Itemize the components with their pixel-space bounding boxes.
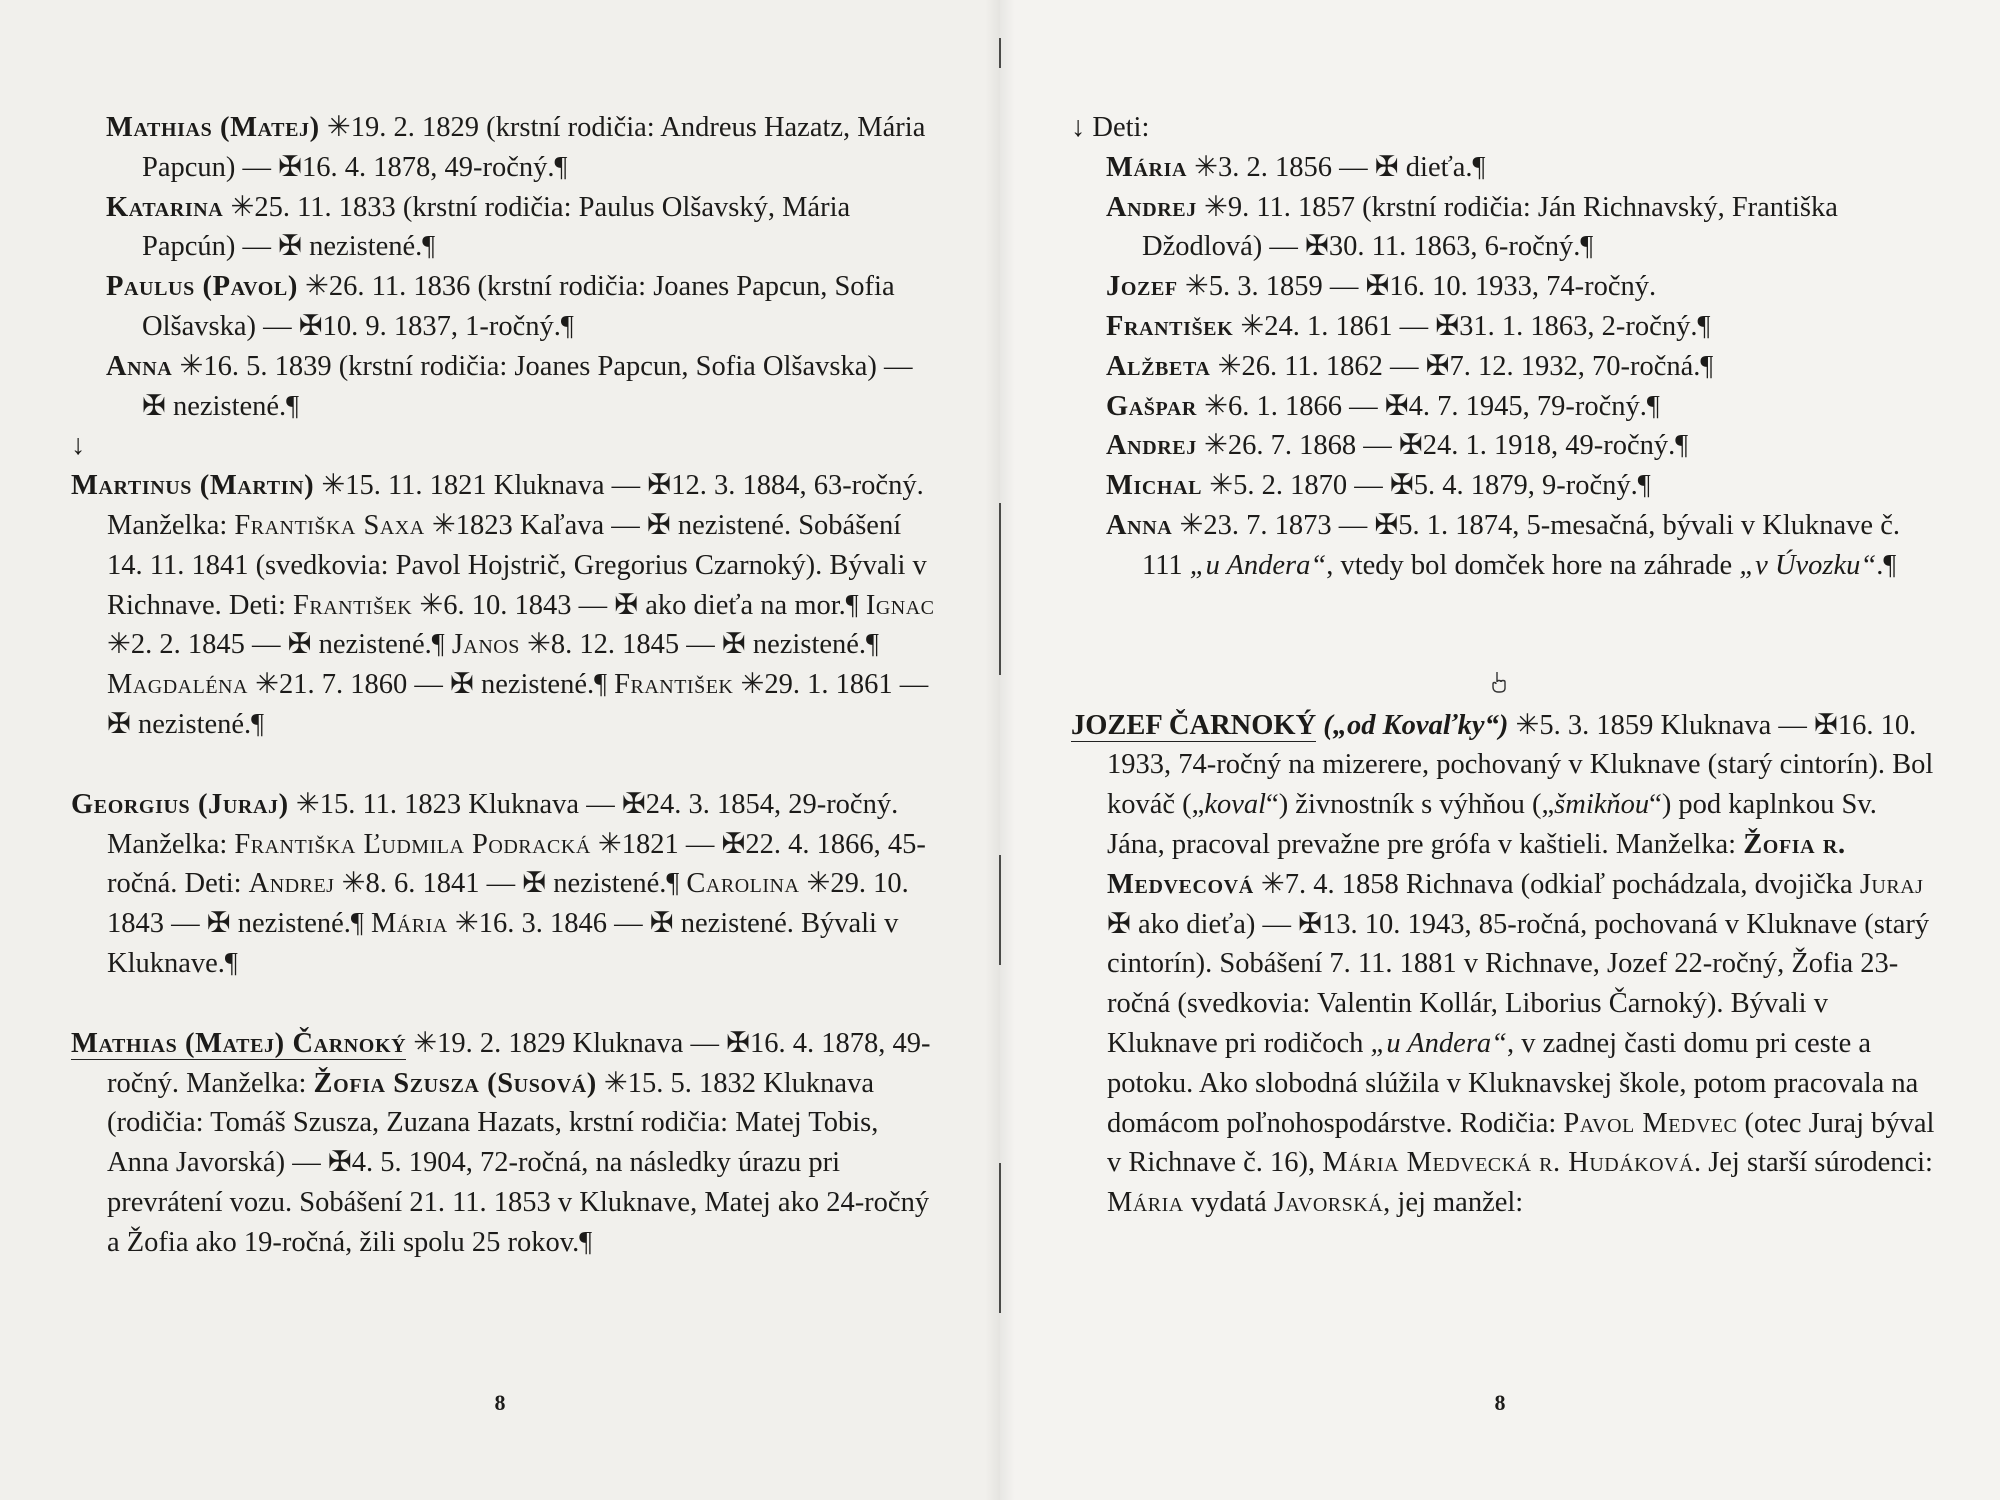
person-name: koval — [1204, 789, 1267, 821]
person-name: František — [1106, 310, 1234, 342]
child-entry — [1071, 387, 1941, 427]
entry-text: ✳26. 11. 1836 (krstní rodičia: Joanes Papcun, Sofia Olšavska) — ✠10. 9. 1837, 1-ročný.¶ — [142, 271, 895, 342]
entry-text: vydatá — [1183, 1187, 1274, 1219]
person-name: Mathias (Matej) Čarnoký — [71, 1027, 407, 1059]
entry-text: .¶ — [1876, 549, 1897, 581]
genealogy-entry — [71, 1024, 941, 1263]
person-name: Anna — [106, 350, 173, 382]
entry-text: ✳8. 12. 1845 — ✠ nezistené.¶ — [519, 629, 879, 661]
person-name: Andrej — [1106, 430, 1197, 462]
person-name: Mária — [1106, 151, 1188, 183]
paragraph-gap — [71, 745, 941, 785]
entry-text: ↓ Deti: — [1071, 112, 1150, 143]
entry-text: ✳1823 Kaľava — ✠ nezistené. Sobášení 14. 11. 1841 (svedkovia: Pavol Hojstrič, Gregorius Czarnoký). Bývali v Richnave. Deti: — [107, 509, 927, 621]
person-name: Paulus (Pavol) — [106, 271, 298, 303]
children-heading — [1071, 108, 1941, 148]
pointing-hand-icon — [1490, 670, 1508, 694]
child-entry — [71, 188, 941, 268]
entry-text: , v zadnej časti domu pri ceste a potoku. Ako slobodná slúžila v Kluknavskej škole, potom pracovala na domácom poľnohospodárstve. Rodičia: — [1107, 1027, 1919, 1139]
page-number-left: 8 — [494, 1390, 506, 1415]
genealogy-entry — [1071, 706, 1941, 1223]
entry-text: ✳24. 1. 1861 — ✠31. 1. 1863, 2-ročný.¶ — [1233, 310, 1711, 342]
person-name: Katarina — [106, 191, 224, 223]
child-entry — [1071, 307, 1941, 347]
entry-text: ✳15. 11. 1823 Kluknava — ✠24. 3. 1854, 29-ročný. Manželka: — [107, 788, 899, 860]
gutter-rule — [999, 503, 1001, 675]
person-name: Juraj — [1859, 868, 1924, 900]
entry-text: ✳3. 2. 1856 — ✠ dieťa.¶ — [1187, 151, 1486, 183]
person-name: „u Andera“ — [1189, 549, 1327, 581]
person-name: Františka Saxa — [234, 509, 425, 541]
genealogy-entry — [71, 466, 941, 745]
entry-text: . Jej starší súrodenci: — [1693, 1147, 1933, 1179]
entry-text: ✳15. 5. 1832 Kluknava (rodičia: Tomáš Szusza, Zuzana Hazats, krstní rodičia: Matej Tobis, Anna Javorská) — ✠4. 5. 1904, 72-ročná, na následky úrazu pri prevrátení vozu. Sobášení 21. 11. 1853 v Kluknave, Matej ako 24-ročný a Žofia ako 19-ročná, žili spolu 25 rokov.¶ — [107, 1067, 930, 1258]
entry-text: ✳6. 1. 1866 — ✠4. 7. 1945, 79-ročný.¶ — [1196, 390, 1660, 422]
entry-text: ✳21. 7. 1860 — ✠ nezistené.¶ — [247, 669, 615, 701]
person-name: Magdaléna — [107, 669, 248, 701]
child-entry — [1071, 267, 1941, 307]
person-name: Janos — [451, 629, 520, 661]
person-name: František — [293, 589, 413, 621]
entry-text: ✳29. 1. 1861 — ✠ nezistené.¶ — [107, 669, 929, 740]
person-name: Anna — [1106, 509, 1173, 541]
paragraph-gap — [1071, 626, 1941, 666]
child-entry — [71, 108, 941, 188]
person-name: Mária — [370, 908, 448, 940]
child-entry — [1071, 347, 1941, 387]
person-name: Michal — [1106, 470, 1203, 502]
entry-text: ✳6. 10. 1843 — ✠ ako dieťa na mor.¶ — [412, 589, 866, 621]
right-page — [1000, 0, 2000, 1500]
person-name: JOZEF ČARNOKÝ — [1071, 709, 1317, 741]
genealogy-entry — [71, 785, 941, 984]
paragraph-gap — [71, 984, 941, 1024]
person-name: („od Kovaľky“) — [1323, 709, 1509, 741]
entry-text: ✳26. 7. 1868 — ✠24. 1. 1918, 49-ročný.¶ — [1196, 430, 1689, 462]
entry-text: ✳2. 2. 1845 — ✠ nezistené.¶ — [107, 629, 452, 661]
person-name: Georgius (Juraj) — [71, 788, 289, 820]
entry-text: ✳19. 2. 1829 Kluknava — ✠16. 4. 1878, 49-ročný. Manželka: — [107, 1027, 931, 1099]
person-name: Františka Ľudmila Podracká — [234, 828, 591, 860]
person-name: „u Andera“ — [1370, 1027, 1508, 1059]
child-entry — [1071, 466, 1941, 506]
entry-text: ✳23. 7. 1873 — ✠5. 1. 1874, 5-mesačná, bývali v Kluknave č. 111 — [1142, 509, 1900, 581]
entry-text: ✠ ako dieťa) — ✠13. 10. 1943, 85-ročná, pochovaná v Kluknave (starý cintorín). Sobášení 7. 11. 1881 v Richnave, Jozef 22-ročný, Žofia 23-ročná (svedkovia: Valentin Kollár, Liborius Čarnoký). Bývali v Kluknave pri rodičoch — [1107, 908, 1930, 1059]
person-name: Gašpar — [1106, 390, 1197, 422]
person-name: šmikňou — [1554, 789, 1650, 821]
person-name: Alžbeta — [1106, 350, 1211, 382]
person-name: Pavol Medvec — [1563, 1107, 1738, 1139]
entry-text: ✳26. 11. 1862 — ✠7. 12. 1932, 70-ročná.¶ — [1210, 350, 1714, 382]
entry-text: ✳1821 — ✠22. 4. 1866, 45-ročná. Deti: — [107, 828, 926, 900]
entry-text: ✳15. 11. 1821 Kluknava — ✠12. 3. 1884, 63-ročný. Manželka: — [107, 470, 924, 541]
person-name: Carolina — [686, 868, 800, 900]
person-name: Andrej — [1106, 191, 1197, 223]
paragraph-gap — [1071, 586, 1941, 626]
gutter-rule — [999, 38, 1001, 68]
child-entry — [1071, 148, 1941, 188]
person-name: Žofia Szusza (Susová) — [313, 1067, 597, 1099]
entry-text: (otec Juraj býval v Richnave č. 16), — [1107, 1107, 1935, 1179]
child-entry — [1071, 188, 1941, 268]
child-entry — [1071, 506, 1941, 586]
entry-text: “) pod kaplnkou Sv. Jána, pracoval prevažne pre grófa v kaštieli. Manželka: — [1107, 789, 1877, 860]
child-entry — [1071, 426, 1941, 466]
person-name: Javorská — [1273, 1187, 1384, 1219]
person-name: Žofia r. Medvecová — [1107, 828, 1846, 900]
gutter-rule — [999, 1163, 1001, 1313]
entry-text: ✳7. 4. 1858 Richnava (odkiaľ pochádzala, dvojička — [1253, 868, 1860, 900]
person-name: Martinus (Martin) — [71, 470, 315, 502]
entry-text: , jej manžel: — [1383, 1187, 1524, 1219]
continuation-arrow-icon: ↓ — [71, 430, 86, 462]
person-name: „v Úvozku“ — [1739, 549, 1877, 581]
entry-text: ✳19. 2. 1829 (krstní rodičia: Andreus Hazatz, Mária Papcun) — ✠16. 4. 1878, 49-ročný.¶ — [142, 112, 926, 183]
gutter-rule — [999, 855, 1001, 965]
entry-text: ✳16. 3. 1846 — ✠ nezistené. Bývali v Kluknave.¶ — [107, 908, 899, 979]
entry-text: “) živnostník s výhňou („ — [1266, 789, 1555, 821]
entry-text: ✳5. 3. 1859 Kluknava — ✠16. 10. 1933, 74-ročný na mizerere, pochovaný v Kluknave (starý cintorín). Bol kováč („ — [1107, 709, 1934, 821]
person-name: Ignac — [865, 589, 935, 621]
entry-text: ✳29. 10. 1843 — ✠ nezistené.¶ — [107, 868, 909, 940]
left-text-column — [71, 108, 941, 1263]
child-entry — [71, 267, 941, 347]
person-name: Mária Medvecká r. Hudáková — [1322, 1147, 1694, 1179]
child-entry — [71, 347, 941, 427]
person-name: Mária — [1107, 1187, 1184, 1219]
person-name: Andrej — [248, 868, 335, 900]
person-name: Jozef — [1106, 271, 1178, 303]
person-name: František — [614, 669, 734, 701]
entry-text: ✳9. 11. 1857 (krstní rodičia: Ján Richnavský, Františka Džodlová) — ✠30. 11. 1863, 6-ročný.¶ — [1142, 191, 1838, 263]
person-name: Mathias (Matej) — [106, 112, 320, 143]
entry-text: ✳5. 2. 1870 — ✠5. 4. 1879, 9-ročný.¶ — [1202, 470, 1651, 502]
page-number-right: 8 — [1494, 1390, 1506, 1415]
entry-text: ✳16. 5. 1839 (krstní rodičia: Joanes Papcun, Sofia Olšavska) — ✠ nezistené.¶ — [142, 350, 913, 422]
entry-text: ✳5. 3. 1859 — ✠16. 10. 1933, 74-ročný. — [1177, 271, 1657, 303]
entry-text: ✳8. 6. 1841 — ✠ nezistené.¶ — [334, 868, 687, 900]
entry-text: , vtedy bol domček hore na záhrade — [1326, 549, 1740, 581]
entry-text: ✳25. 11. 1833 (krstní rodičia: Paulus Olšavský, Mária Papcún) — ✠ nezistené.¶ — [142, 191, 851, 263]
right-text-column — [1071, 108, 1941, 1223]
